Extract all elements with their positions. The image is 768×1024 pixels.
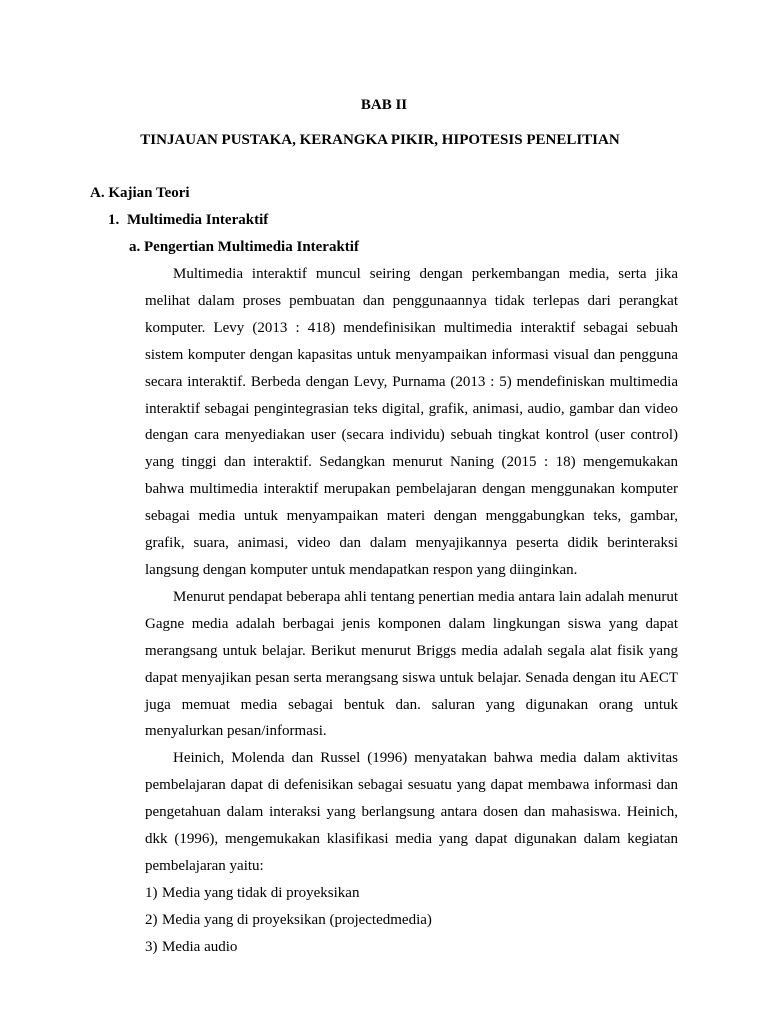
chapter-title: TINJAUAN PUSTAKA, KERANGKA PIKIR, HIPOTESIS PENELITIAN — [140, 132, 620, 148]
list-item — [145, 880, 678, 907]
list-item — [145, 907, 678, 934]
list-item-text: Media audio — [162, 938, 238, 955]
subsection-heading — [108, 210, 268, 230]
subsubsection-heading: a. Pengertian Multimedia Interaktif — [129, 239, 359, 255]
list-item-text: Media yang tidak di proyeksikan — [162, 884, 360, 901]
list-item-number: 3) — [145, 938, 158, 955]
paragraph: Menurut pendapat beberapa ahli tentang penertian media antara lain adalah menurut Gagne media adalah berbagai jenis komponen dalam lingkungan siswa yang dapat merangsang untuk belajar. Berikut menurut Briggs media adalah segala alat fisik yang dapat menyajikan pesan serta merangsang siswa untuk belajar. Senada dengan itu AECT juga memuat media sebagai bentuk dan. saluran yang digunakan orang untuk menyalurkan pesan/informasi. — [145, 588, 678, 740]
subsection-label: Multimedia Interaktif — [127, 212, 269, 228]
paragraph: Multimedia interaktif muncul seiring dengan perkembangan media, serta jika melihat dalam proses pembuatan dan penggunaannya tidak terlepas dari perangkat komputer. Levy (2013 : 418) mendefinisikan multimedia interaktif sebagai sebuah sistem komputer dengan kapasitas untuk menyampaikan informasi visual dan pengguna secara interaktif. Berbeda dengan Levy, Purnama (2013 : 5) mendefiniskan multimedia interaktif sebagai pengintegrasian teks digital, grafik, animasi, audio, gambar dan video dengan cara menyediakan user (secara individu) sebuah tingkat kontrol (user control) yang tinggi dan interaktif. Sedangkan menurut Naning (2015 : 18) mengemukakan bahwa multimedia interaktif merupakan pembelajaran dengan menggunakan komputer sebagai media untuk menyampaikan materi dengan menggabungkan teks, gambar, grafik, suara, animasi, video dan dalam menyajikannya peserta didik berinteraksi langsung dengan komputer untuk mendapatkan respon yang diinginkan. — [145, 266, 678, 578]
subsection-number: 1. — [108, 212, 120, 228]
body-text — [145, 261, 678, 961]
chapter-number: BAB II — [360, 97, 408, 113]
list-item — [145, 934, 678, 961]
list-item-number: 2) — [145, 911, 158, 928]
paragraph: Heinich, Molenda dan Russel (1996) menyatakan bahwa media dalam aktivitas pembelajaran dapat di defenisikan sebagai sesuatu yang dapat membawa informasi dan pengetahuan dalam interaksi yang berlangsung antara dosen dan mahasiswa. Heinich, dkk (1996), mengemukakan klasifikasi media yang dapat digunakan dalam kegiatan pembelajaran yaitu: — [145, 750, 678, 874]
section-heading: A. Kajian Teori — [90, 185, 190, 201]
list-item-number: 1) — [145, 884, 158, 901]
list-item-text: Media yang di proyeksikan (projectedmedia) — [162, 911, 432, 928]
